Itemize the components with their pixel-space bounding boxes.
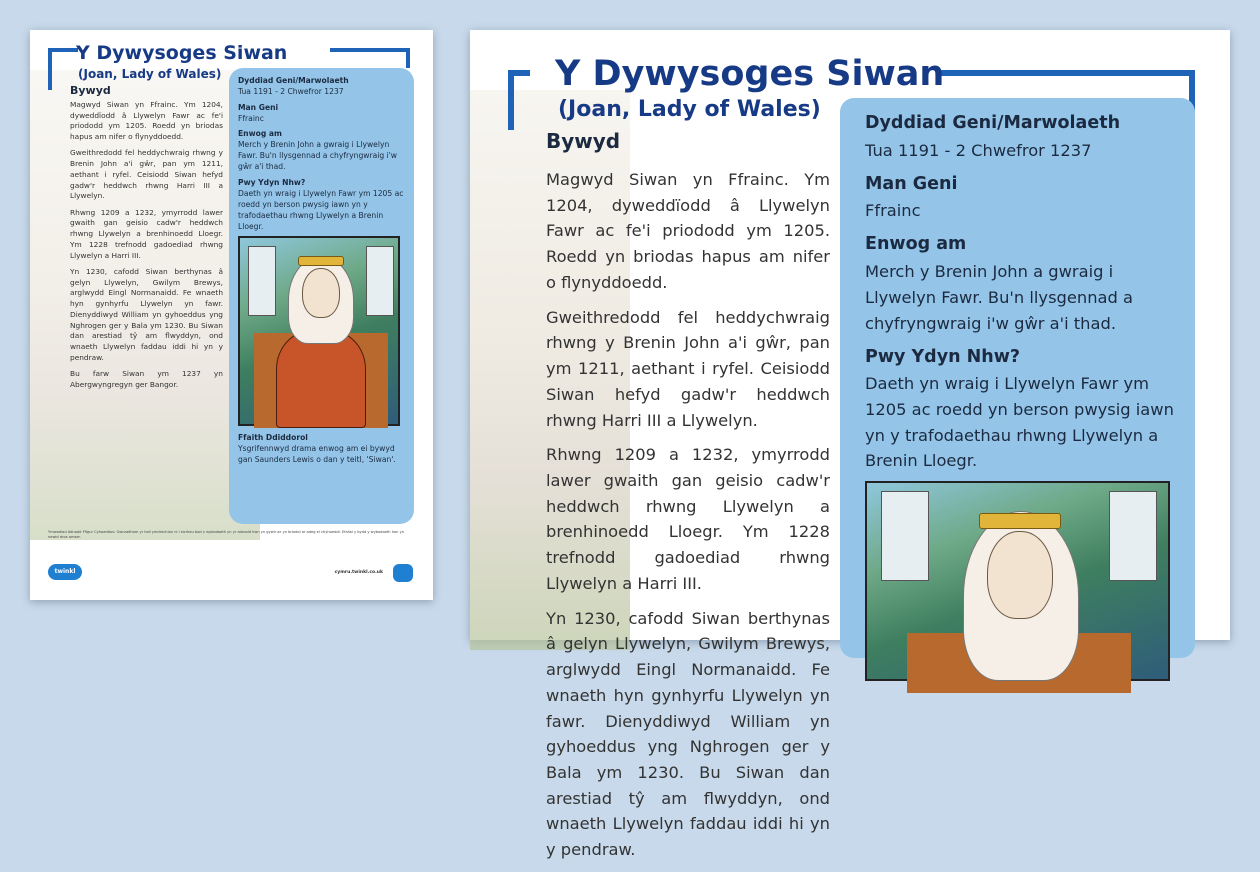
famous-for-value: Merch y Brenin John a gwraig i Llywelyn Fawr. Bu'n llysgennad a chyfryngwraig i'w gŵr a'i thad. <box>238 140 398 172</box>
biography-paragraph: Magwyd Siwan yn Ffrainc. Ym 1204, dyweddïodd â Llywelyn Fawr ac fe'i priododd ym 1205. Roedd yn briodas hapus am nifer o flynyddoedd. <box>546 170 830 292</box>
biography-paragraph: Gweithredodd fel heddychwraig rhwng y Brenin John a'i gŵr, pan ym 1211, aethant i ryfel. Ceisiodd Siwan hefyd gadw'r heddwch rhwng Harri III a Llywelyn. <box>546 307 830 430</box>
biography-text <box>70 100 223 396</box>
fun-fact-label: Ffaith Ddiddorol <box>238 433 308 443</box>
biography-text <box>546 167 830 872</box>
window-pane-left <box>248 246 276 316</box>
large-fact-sheet-zoom <box>470 30 1230 860</box>
crown-icon <box>298 256 344 266</box>
birthplace-value: Ffrainc <box>238 113 264 123</box>
face-shape <box>302 268 340 318</box>
page-title: Y Dywysoges Siwan <box>555 54 945 94</box>
birthplace-label: Man Geni <box>238 102 279 112</box>
title-bracket-left <box>508 70 530 130</box>
biography-paragraph: Rhwng 1209 a 1232, ymyrrodd lawer gwaith gan geisio cadw'r heddwch rhwng Llywelyn a brenhinoedd Lloegr. Ym 1228 trefnodd gadoediad rhwng Llywelyn a Harri III. <box>70 207 223 260</box>
footer-url: cymru.twinkl.co.uk <box>334 570 383 575</box>
stained-glass-portrait-image <box>865 481 1170 681</box>
famous-for-label: Enwog am <box>865 234 967 255</box>
disclaimer-text: Ymwadiad Adnodd Ffigur Cyhoeddus: Gwnaethom yr holl ymdrechion ni i sicrhau bod y wybodaeth yn yr adnodd hwn yn gywir ac yn briodol ar adeg ei chyhoeddi. Efallai y bydd y wybodaeth hon yn newid dros amser. <box>48 530 405 540</box>
facts-panel <box>840 98 1195 658</box>
birth-death-label: Dyddiad Geni/Marwolaeth <box>865 113 1121 133</box>
page-title: Y Dywysoges Siwan <box>76 42 288 64</box>
biography-paragraph: Gweithredodd fel heddychwraig rhwng y Brenin John a'i gŵr, pan ym 1211, aethant i ryfel. Ceisiodd Siwan hefyd gadw'r heddwch rhwng Harri III a Llywelyn. <box>70 148 223 201</box>
who-label: Pwy Ydyn Nhw? <box>238 177 306 187</box>
birthplace-value: Ffrainc <box>865 201 921 221</box>
small-fact-sheet-preview <box>30 30 433 600</box>
page-subtitle: (Joan, Lady of Wales) <box>558 97 821 122</box>
footer-bar <box>48 564 413 586</box>
birth-death-value: Tua 1191 - 2 Chwefror 1237 <box>865 140 1092 160</box>
who-label: Pwy Ydyn Nhw? <box>865 346 1021 367</box>
stained-glass-portrait-image <box>238 236 400 426</box>
robe-shape <box>276 330 366 428</box>
birthplace-label: Man Geni <box>865 173 958 194</box>
window-pane-right <box>366 246 394 316</box>
biography-paragraph: Yn 1230, cafodd Siwan berthynas â gelyn Llywelyn, Gwilym Brewys, arglwydd Eingl Normanaidd. Fe wnaeth hyn gynhyrfu Llywelyn yn fawr. Dienyddiwyd William yn gyhoeddus yng Nghrogen ger y Bala ym 1230. Bu Siwan dan arestiad tŷ am flwyddyn, ond wnaeth Llywelyn faddau iddi hi yn y pendraw. <box>70 266 223 362</box>
section-heading: Bywyd <box>70 84 111 97</box>
birth-death-label: Dyddiad Geni/Marwolaeth <box>238 76 349 85</box>
fun-fact-value: Ysgrifennwyd drama enwog am ei bywyd gan Saunders Lewis o dan y teitl, 'Siwan'. <box>238 444 396 465</box>
crown-icon <box>979 513 1061 529</box>
biography-paragraph: Bu farw Siwan ym 1237 yn Abergwyngregyn ger Bangor. <box>70 369 223 389</box>
section-heading: Bywyd <box>546 129 621 153</box>
who-value: Daeth yn wraig i Llywelyn Fawr ym 1205 ac roedd yn berson pwysig iawn yn y trafodaethau rhwng Llywelyn a Brenin Lloegr. <box>238 188 404 231</box>
face-shape <box>987 531 1053 619</box>
facts-panel <box>229 68 414 524</box>
famous-for-label: Enwog am <box>238 129 282 139</box>
title-bracket-right <box>330 48 410 68</box>
window-pane-left <box>881 491 929 581</box>
who-value: Daeth yn wraig i Llywelyn Fawr ym 1205 ac roedd yn berson pwysig iawn yn y trafodaethau rhwng Llywelyn a Brenin Lloegr. <box>865 374 1174 471</box>
biography-paragraph: Magwyd Siwan yn Ffrainc. Ym 1204, dyweddïodd â Llywelyn Fawr ac fe'i priododd ym 1205. Roedd yn briodas hapus am nifer o flynyddoedd. <box>70 100 223 142</box>
badge-logo-icon <box>393 564 413 582</box>
biography-paragraph: Yn 1230, cafodd Siwan berthynas â gelyn Llywelyn, Gwilym Brewys, arglwydd Eingl Normanaidd. Fe wnaeth hyn gynhyrfu Llywelyn yn fawr. Dienyddiwyd William yn gyhoeddus yng Nghrogen ger y Bala ym 1230. Bu Siwan dan arestiad tŷ am flwyddyn, ond wnaeth Llywelyn faddau iddi hi yn y pendraw. <box>546 608 830 860</box>
page-subtitle: (Joan, Lady of Wales) <box>78 67 222 81</box>
twinkl-logo-icon: twinkl <box>48 564 82 580</box>
famous-for-value: Merch y Brenin John a gwraig i Llywelyn Fawr. Bu'n llysgennad a chyfryngwraig i'w gŵr a'i thad. <box>865 262 1134 333</box>
biography-paragraph: Rhwng 1209 a 1232, ymyrrodd lawer gwaith gan geisio cadw'r heddwch rhwng Llywelyn a brenhinoedd Lloegr. Ym 1228 trefnodd gadoediad rhwng Llywelyn a Harri III. <box>546 445 830 593</box>
window-pane-right <box>1109 491 1157 581</box>
birth-death-value: Tua 1191 - 2 Chwefror 1237 <box>238 87 344 96</box>
